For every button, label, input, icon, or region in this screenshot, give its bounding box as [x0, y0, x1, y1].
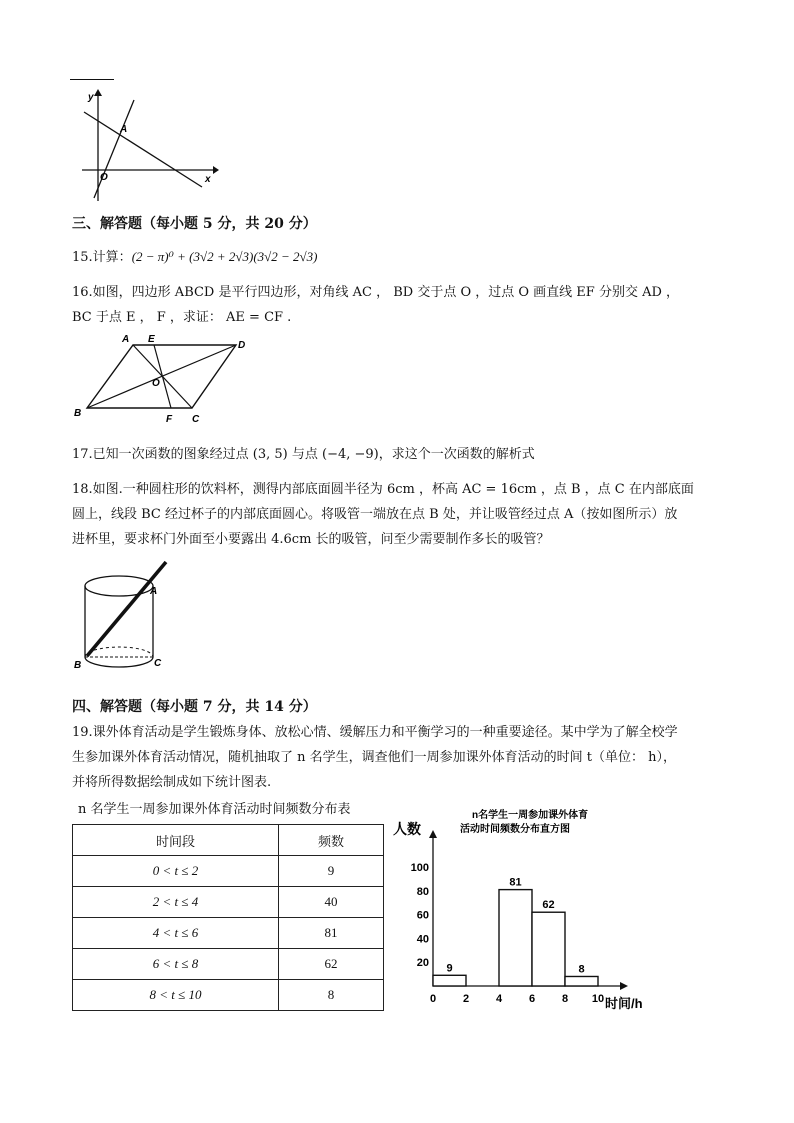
q15-expression: (2 − π)⁰ + (3√2 + 2√3)(3√2 − 2√3)	[131, 249, 318, 264]
x-axis-label: 时间/h	[605, 996, 643, 1011]
label-f: F	[166, 414, 173, 425]
q16-parallelogram	[70, 330, 260, 430]
label-e: E	[148, 334, 155, 345]
table-header-row	[73, 825, 384, 856]
q19-line3: 并将所得数据绘制成如下统计图表.	[72, 775, 272, 790]
table-cell: 62	[279, 949, 384, 980]
q17: 17.已知一次函数的图象经过点 (3, 5) 与点 (−4, −9)，求这个一次函数的解析式	[72, 447, 535, 462]
q18-line2: 圆上，线段 BC 经过杯子的内部底面圆心。将吸管一端放在点 B 处，并让吸管经过点 A（按如图所示）放	[72, 507, 678, 522]
origin-label: O	[100, 172, 108, 183]
header-cell: 频数	[279, 825, 384, 856]
q18-line1: 18.如图.一种圆柱形的饮料杯，测得内部底面圆半径为 6cm ，杯高 AC = 16cm ，点 B ，点 C 在内部底面	[72, 482, 694, 497]
table-row	[73, 949, 384, 980]
label-o: O	[152, 378, 160, 389]
table-cell: 8	[279, 980, 384, 1011]
y-axis-arrow	[429, 830, 437, 838]
label-b: B	[74, 408, 82, 419]
q19-line1: 19.课外体育活动是学生锻炼身体、放松心情、缓解压力和平衡学习的一种重要途径。某中学为了解全校学	[72, 725, 678, 740]
x-tick-label: 6	[528, 993, 536, 1005]
section4-heading: 四、解答题（每小题 7 分，共 14 分）	[72, 699, 317, 715]
table-cell: 2 < t ≤ 4	[73, 887, 279, 918]
y-tick-label: 20	[416, 957, 429, 970]
bar-value-label: 62	[542, 899, 555, 912]
label-b: B	[74, 660, 82, 671]
table-cell: 0 < t ≤ 2	[73, 856, 279, 887]
histogram-bar	[532, 912, 565, 986]
q15-prefix: 15.计算：	[72, 250, 132, 265]
label-a: A	[150, 586, 158, 597]
label-c: C	[192, 414, 200, 425]
table-cell: 8 < t ≤ 10	[73, 980, 279, 1011]
x-tick-label: 4	[495, 993, 503, 1005]
x-tick-label: 0	[429, 993, 437, 1005]
label-c: C	[154, 658, 162, 669]
x-tick-label: 2	[462, 993, 470, 1005]
frequency-table	[72, 824, 384, 1011]
q15	[72, 246, 318, 265]
table-row	[73, 980, 384, 1011]
bar-value-label: 81	[509, 876, 522, 889]
table-caption: n 名学生一周参加课外体育活动时间频数分布表	[78, 802, 351, 817]
q16-line1: 16.如图，四边形 ABCD 是平行四边形，对角线 AC ， BD 交于点 O ，过点 O 画直线 EF 分别交 AD ，	[72, 285, 680, 300]
q14-graph	[70, 86, 220, 204]
x-axis-arrow	[620, 982, 628, 990]
histogram-bar	[433, 975, 466, 986]
y-axis-label: y	[88, 92, 94, 103]
q14-top-rule	[70, 79, 114, 80]
table-cell: 40	[279, 887, 384, 918]
x-axis-label: x	[205, 174, 211, 185]
y-axis-label: 人数	[393, 821, 421, 837]
histogram-chart	[390, 806, 670, 1026]
bar-value-label: 8	[578, 963, 585, 976]
y-tick-label: 60	[416, 909, 429, 922]
q19-line2: 生参加课外体育活动情况，随机抽取了 n 名学生，调查他们一周参加课外体育活动的时间 t（单位： h），	[72, 750, 676, 765]
q18-cylinder	[68, 556, 178, 676]
table-row	[73, 918, 384, 949]
table-row	[73, 887, 384, 918]
label-a: A	[122, 334, 130, 345]
histogram-bar	[565, 976, 598, 986]
label-d: D	[238, 340, 246, 351]
q16-line2: BC 于点 E ， F ，求证： AE = CF .	[72, 310, 292, 325]
point-a-label: A	[120, 124, 128, 135]
table-cell: 9	[279, 856, 384, 887]
histogram-bar	[499, 890, 532, 986]
table-cell: 4 < t ≤ 6	[73, 918, 279, 949]
y-tick-label: 40	[416, 933, 429, 946]
header-cell: 时间段	[73, 825, 279, 856]
table-row	[73, 856, 384, 887]
table-cell: 81	[279, 918, 384, 949]
chart-title-line1: n名学生一周参加课外体育	[472, 810, 589, 821]
x-tick-label: 10	[591, 993, 605, 1005]
bar-value-label: 9	[446, 962, 453, 975]
chart-title-line2: 活动时间频数分布直方图	[460, 824, 570, 835]
x-tick-label: 8	[561, 993, 569, 1005]
table-cell: 6 < t ≤ 8	[73, 949, 279, 980]
y-tick-label: 80	[416, 885, 429, 898]
q18-line3: 进杯里，要求杯门外面至小要露出 4.6cm 长的吸管，问至少需要制作多长的吸管？	[72, 532, 550, 547]
section3-heading: 三、解答题（每小题 5 分，共 20 分）	[72, 216, 317, 232]
y-tick-label: 100	[410, 862, 429, 874]
